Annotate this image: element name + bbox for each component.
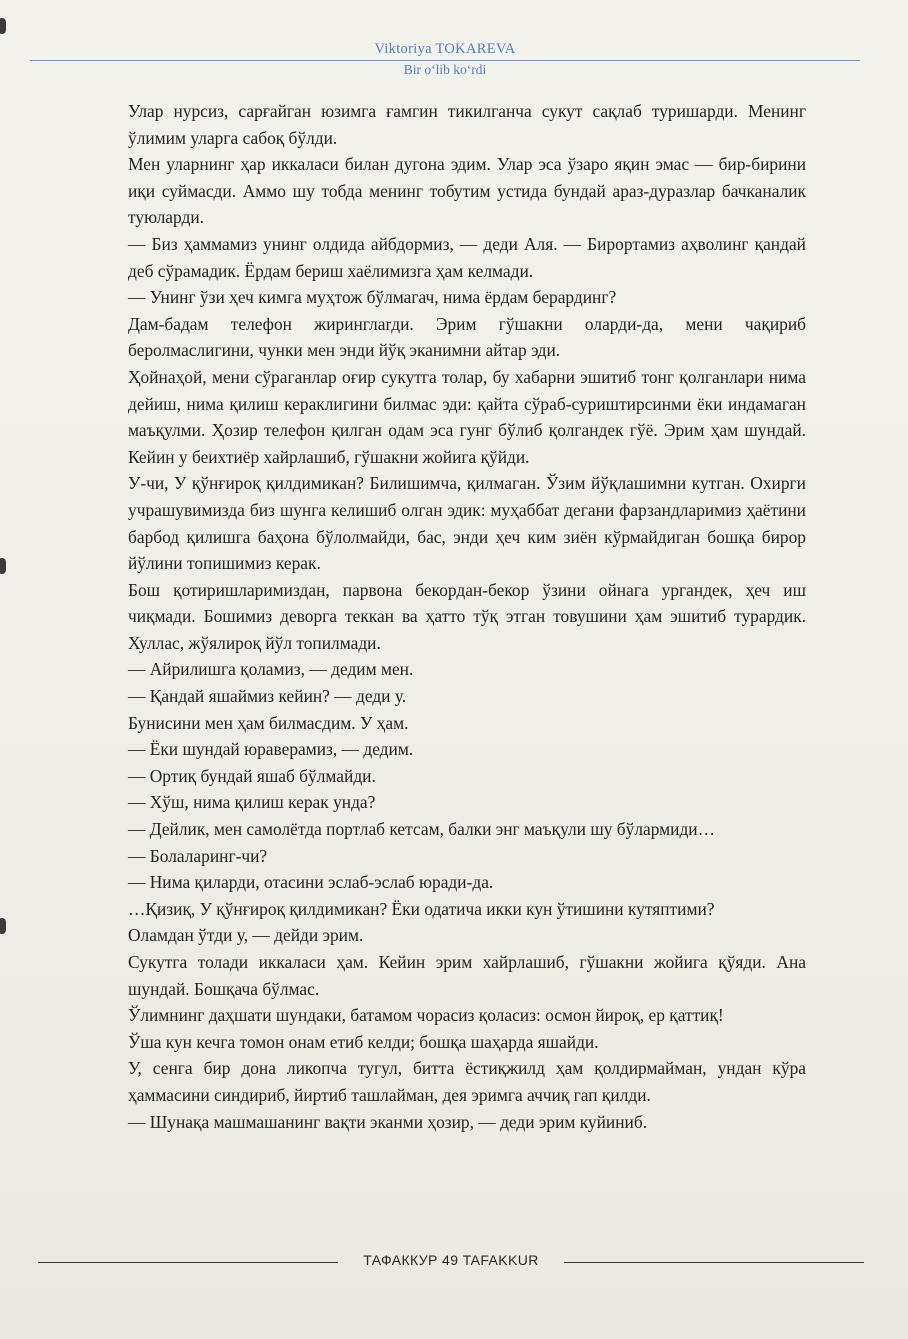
header-rule: [30, 60, 860, 61]
paragraph: Ўлимнинг даҳшати шундаки, батамом чорасиз қоласиз: осмон йироқ, ер қаттиқ!: [128, 1005, 724, 1026]
paragraph: Сукутга толади иккаласи ҳам. Кейин эрим хайрлашиб, гўшакни жойига қўяди. Ана шундай. Бошқача бўлмас.: [128, 952, 806, 999]
paragraph: Ўша кун кечга томон онам етиб келди; бошқа шаҳарда яшайди.: [128, 1031, 599, 1052]
header-author: Viktoriya TOKAREVA: [374, 41, 516, 57]
footer-rule-left: [38, 1262, 338, 1263]
paragraph: У, сенга бир дона ликопча тугул, битта ёстиқжилд ҳам қолдирмайман, ундан кўра ҳаммасини синдириб, йиртиб ташлайман, дея эримга аччиқ гап қилди.: [128, 1058, 806, 1105]
page-footer: [38, 1250, 864, 1274]
dialogue-line: — Шунақа машмашанинг вақти эканми ҳозир, — деди эрим куйиниб.: [128, 1111, 648, 1132]
paragraph: Бош қотиришларимиздан, парвона бекордан-бекор ўзини ойнага ургандек, ҳеч иш чиқмади. Бошимиз деворга теккан ва ҳатто тўқ этган товушини ҳам эшитиб турардик. Хуллас, жўялироқ йўл топилмади.: [128, 579, 806, 653]
paragraph: Оламдан ўтди у, — дейди эрим.: [128, 925, 364, 946]
dialogue-line: — Нима қиларди, отасини эслаб-эслаб юради-да.: [128, 872, 494, 893]
dialogue-line: — Дейлик, мен самолётда портлаб кетсам, балки энг маъқули шу бўлармиди…: [128, 819, 716, 840]
dialogue-line: — Қандай яшаймиз кейин? — деди у.: [128, 686, 407, 707]
dialogue-line: — Болаларинг-чи?: [128, 845, 268, 866]
dialogue-line: — Ортиқ бундай яшаб бўлмайди.: [128, 765, 376, 786]
paragraph: У-чи, У қўнғироқ қилдимикан? Билишимча, қилмаган. Ўзим йўқлашимни кутган. Охирги учрашувимизда биз шунга келишиб олган эдик: муҳаббат дегани фарзандларимиз ҳаётини барбод қилишга баҳона бўлолмайди, бас, энди ҳеч ким зиён кўрмайдиган бошқа бирор йўлини топишимиз керак.: [128, 473, 806, 574]
punch-hole-mark: [0, 18, 6, 34]
paragraph: — Унинг ўзи ҳеч кимга муҳтож бўлмагач, нима ёрдам берардинг?: [128, 287, 617, 308]
paragraph: Бунисини мен ҳам билмасдим. У ҳам.: [128, 712, 409, 733]
header-title: Bir o‘lib ko‘rdi: [403, 62, 487, 77]
footer-page-label: ТАФАККУР 49 TAFAKKUR: [363, 1252, 539, 1268]
paragraph: — Биз ҳаммамиз унинг олдида айбдормиз, — деди Аля. — Бирортамиз аҳволинг қандай деб сўрамадик. Ёрдам бериш хаёлимизга ҳам келмади.: [128, 233, 806, 281]
dialogue-line: — Айрилишга қоламиз, — дедим мен.: [128, 659, 414, 680]
dialogue-line: — Ёки шундай юраверамиз, — дедим.: [128, 739, 414, 760]
paragraph: Мен уларнинг ҳар иккаласи билан дугона эдим. Улар эса ўзаро яқин эмас — бир-бирини иқи суймасди. Аммо шу тобда менинг тобутим устида бундай араз-дуразлар бачканалик туюларди.: [128, 154, 806, 228]
paragraph: Улар нурсиз, сарғайган юзимга ғамгин тикилганча сукут сақлаб туришарди. Менинг ўлимим уларга сабоқ бўлди.: [128, 101, 806, 148]
punch-hole-mark: [0, 558, 6, 574]
paragraph: …Қизиқ, У қўнғироқ қилдимикан? Ёки одатича икки кун ўтишини кутяптими?: [128, 898, 715, 919]
dialogue-line: — Хўш, нима қилиш керак унда?: [128, 792, 376, 813]
article-body: [128, 98, 806, 1135]
paragraph: Ҳойнаҳой, мени сўраганлар оғир сукутга толар, бу хабарни эшитиб тонг қолганлари нима дейиш, нима қилиш кераклигини билмас эди: қайта сўраб-суриштирсинми ёки индамаган маъқулми. Ҳозир телефон қилган одам эса гунг бўлиб қолгандек гўё. Эрим ҳам шундай. Кейин у беихтиёр хайрлашиб, гўшакни жойига қўйди.: [128, 366, 806, 467]
paragraph: Дам-бадам телефон жиринглarди. Эрим гўшакни оларди-да, мени чақириб беролмаслигини, чунки мен энди йўқ эканимни айтар эди.: [128, 313, 806, 361]
punch-hole-mark: [0, 918, 6, 934]
running-header: [30, 40, 860, 78]
footer-rule-right: [564, 1262, 864, 1263]
